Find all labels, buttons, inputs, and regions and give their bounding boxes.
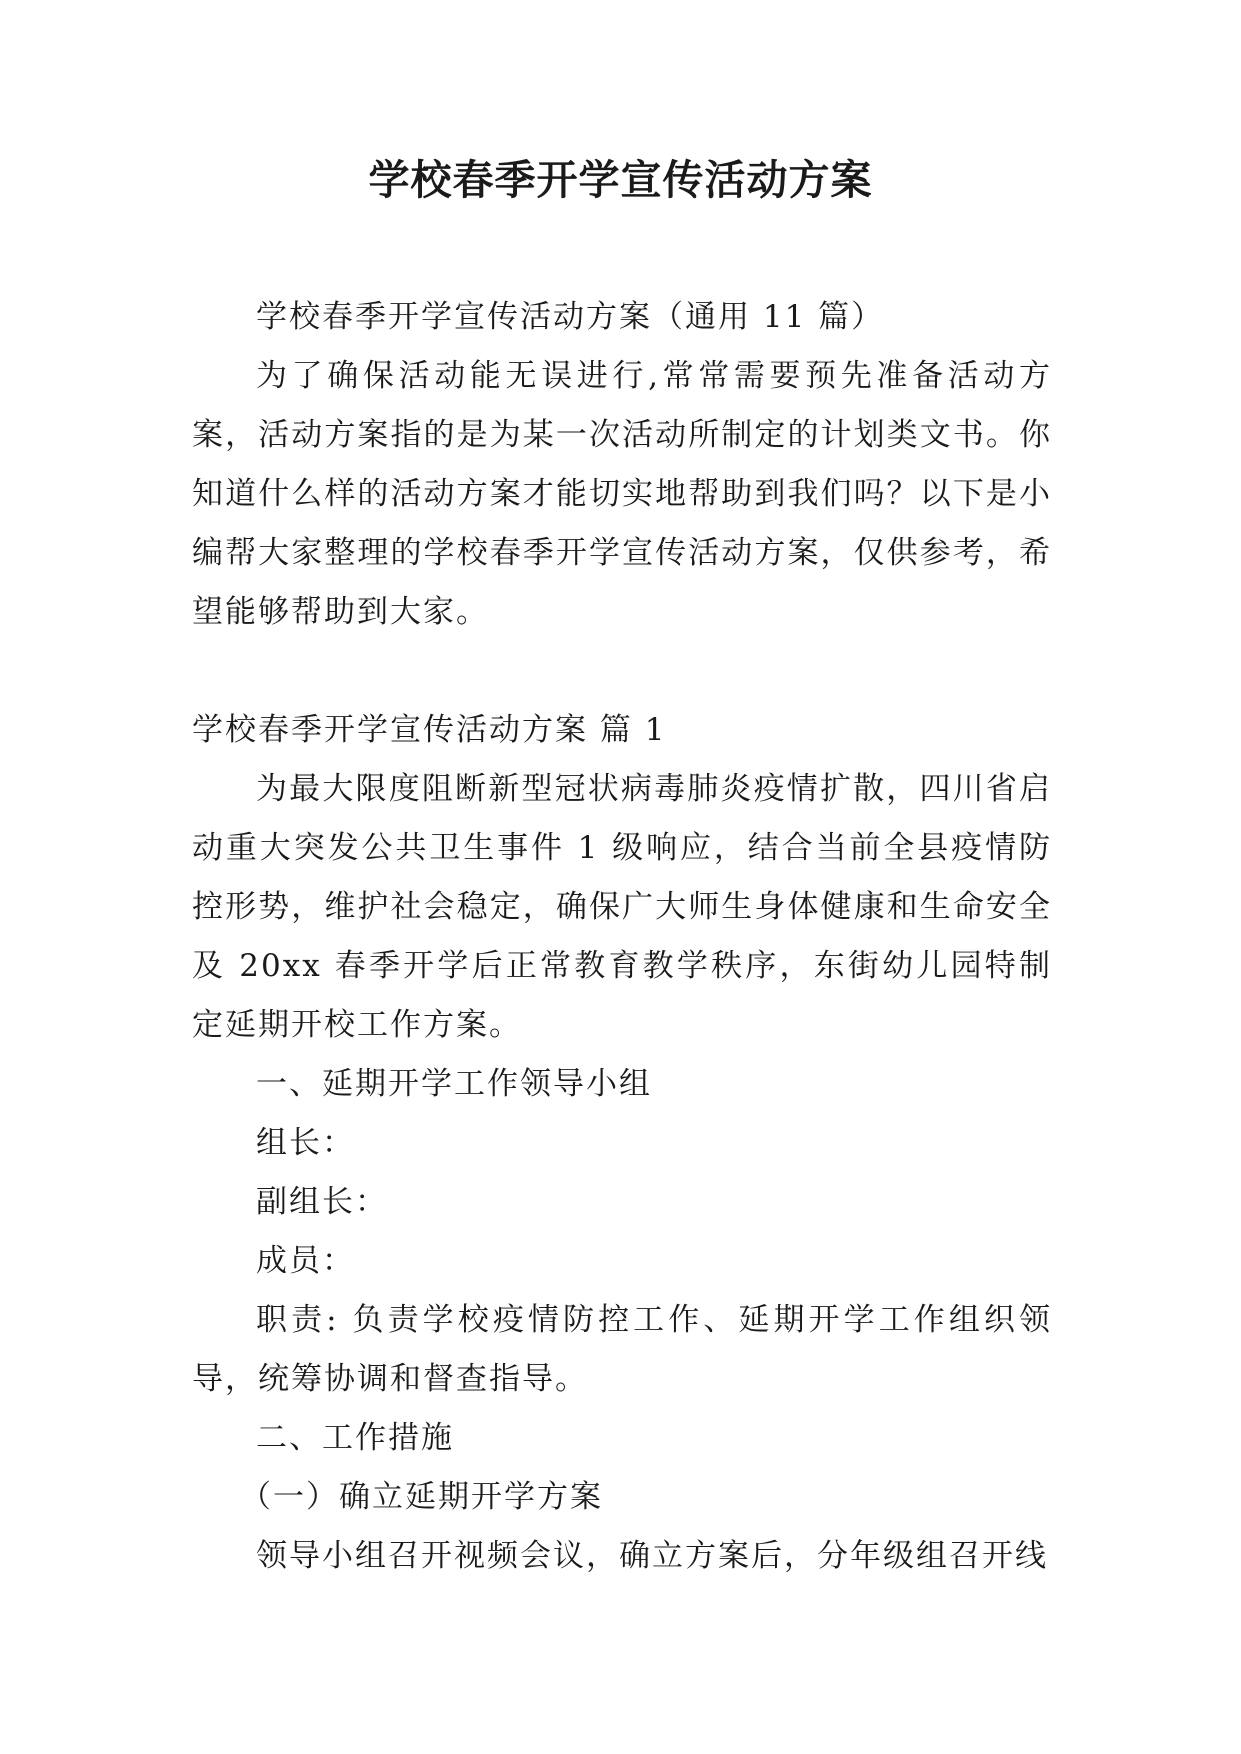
document-title: 学校春季开学宣传活动方案 xyxy=(368,156,873,204)
subitem-body-paragraph: 领导小组召开视频会议，确立方案后，分年级组召开线 xyxy=(256,1538,1048,1574)
members-line: 成员： xyxy=(256,1243,355,1279)
subitem-heading-plan: （一）确立延期开学方案 xyxy=(240,1479,603,1515)
duties-paragraph: 职责: 负责学校疫情防控工作、延期开学工作组织领导，统筹协调和督查指导。 xyxy=(192,1302,1052,1397)
intro-paragraph: 为了确保活动能无误进行,常常需要预先准备活动方案，活动方案指的是为某一次活动所制定的计划类文书。你知道什么样的活动方案才能切实地帮助到我们吗？以下是小编帮大家整理的学校春季开学宣传活动方案，仅供参考，希望能够帮助到大家。 xyxy=(192,358,1052,630)
document-subtitle: 学校春季开学宣传活动方案（通用 11 篇） xyxy=(256,299,885,335)
section-body-paragraph: 为最大限度阻断新型冠状病毒肺炎疫情扩散，四川省启动重大突发公共卫生事件 1 级响应，结合当前全县疫情防控形势，维护社会稳定，确保广大师生身体健康和生命安全及 20xx 春季开学后正常教育教学秩序，东街幼儿园特制定延期开校工作方案。 xyxy=(192,771,1052,1043)
deputy-leader-line: 副组长： xyxy=(256,1184,388,1220)
leader-line: 组长： xyxy=(256,1125,355,1161)
paragraph-spacer xyxy=(192,642,1052,701)
document-body xyxy=(192,288,1052,1586)
section-heading: 学校春季开学宣传活动方案 篇 1 xyxy=(192,712,667,748)
item-heading-work-measures: 二、工作措施 xyxy=(256,1420,454,1456)
item-heading-leadership-group: 一、延期开学工作领导小组 xyxy=(256,1066,652,1102)
